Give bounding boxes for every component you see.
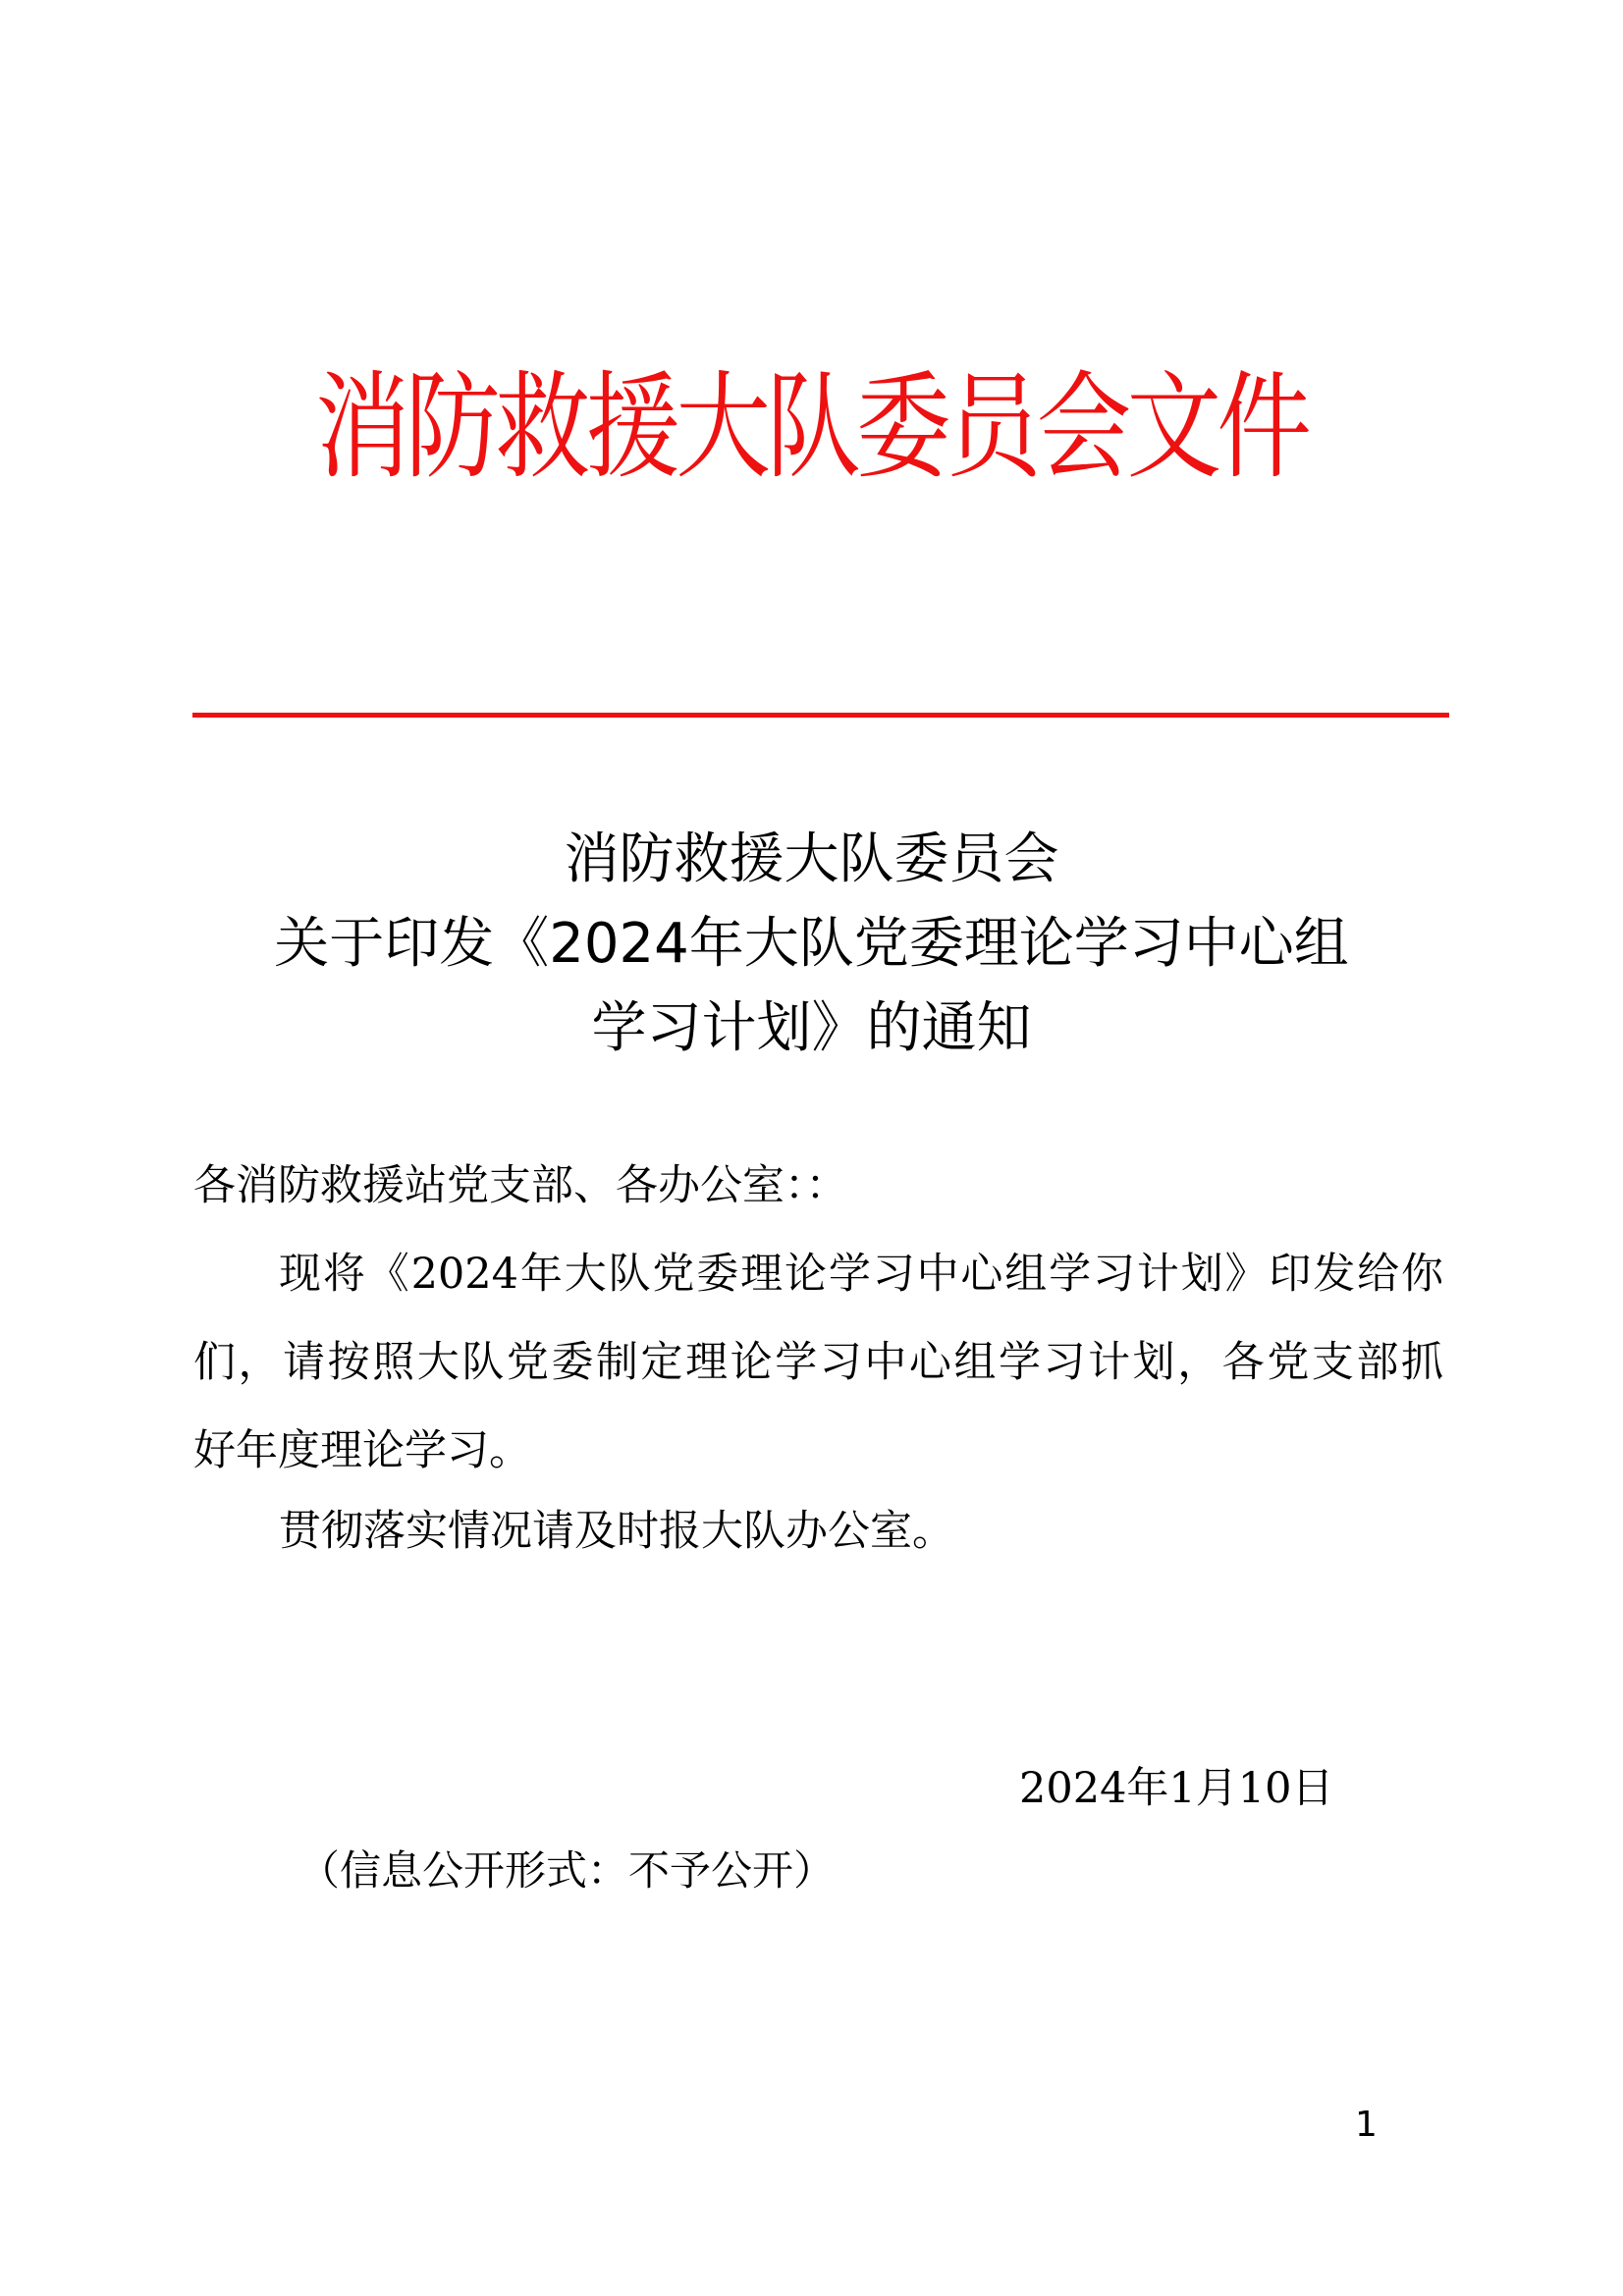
disclosure-note: （信息公开形式：不予公开）: [298, 1846, 836, 1895]
salutation: 各消防救援站党支部、各办公室：：: [193, 1161, 848, 1210]
document-header-title: [0, 353, 1623, 501]
paragraph-2: 贯彻落实情况请及时报大队办公室。: [279, 1507, 954, 1556]
page-number: 1: [1355, 2105, 1378, 2145]
notice-title-line-3: 学习计划》的通知: [591, 996, 1032, 1060]
header-title-text: 消防救援大队委员会文件: [315, 359, 1308, 495]
notice-title-line-1: 消防救援大队委员会: [564, 828, 1059, 891]
paragraph-1-line-3: 好年度理论学习。: [193, 1426, 531, 1475]
red-separator-rule: [192, 713, 1449, 718]
notice-title-line-2: 关于印发《2024年大队党委理论学习中心组: [274, 912, 1349, 976]
paragraph-1-line-1: 现将《2024年大队党委理论学习中心组学习计划》印发给你: [279, 1250, 1443, 1299]
issue-date: 2024年1月10日: [1019, 1764, 1334, 1813]
paragraph-1-line-2: 们，请按照大队党委制定理论学习中心组学习计划，各党支部抓: [193, 1338, 1443, 1387]
